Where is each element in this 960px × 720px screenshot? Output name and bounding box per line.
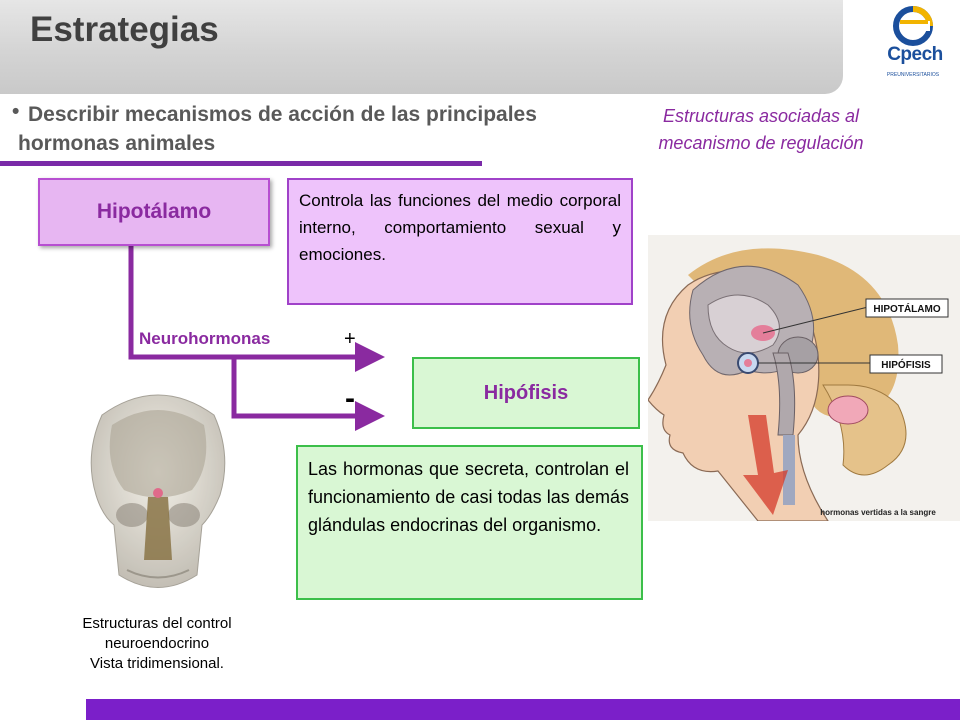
subtitle-line1: Estructuras asociadas al <box>662 106 860 126</box>
caption-line2: neuroendocrino <box>104 635 210 652</box>
hormonas-figure-label: hormonas vertidas a la sangre <box>820 508 936 517</box>
footer-bar <box>86 699 960 720</box>
hipofisis-box: Hipófisis <box>412 357 640 429</box>
neurohormonas-label: Neurohormonas <box>139 329 271 348</box>
logo-tagline: PREUNIVERSITARIOS <box>886 72 940 78</box>
logo-text: Cpech <box>887 44 943 65</box>
skull-caption <box>52 614 262 674</box>
page-title: Estrategias <box>30 10 219 49</box>
minus-sign: - <box>345 382 355 415</box>
plus-sign: + <box>344 328 356 350</box>
caption-line1: Estructuras del control <box>82 615 232 632</box>
hipotalamo-box: Hipotálamo <box>38 178 270 246</box>
objective-text: Describir mecanismos de acción de las principales hormonas animales <box>18 103 537 155</box>
hipotalamo-description: Controla las funciones del medio corporal interno, comportamiento sexual y emociones. <box>287 178 633 305</box>
hipofisis-figure-label: HIPÓFISIS <box>881 360 931 371</box>
subtitle-line2: mecanismo de regulación <box>658 133 864 153</box>
caption-line3: Vista tridimensional. <box>90 655 224 672</box>
skull-3d-illustration <box>82 385 234 600</box>
hipofisis-description: Las hormonas que secreta, controlan el funcionamiento de casi todas las demás glándulas endocrinas del organismo. <box>296 445 643 600</box>
brain-illustration <box>648 235 960 521</box>
hipotalamo-figure-label: HIPOTÁLAMO <box>873 304 941 315</box>
bullet-icon: • <box>12 100 20 123</box>
